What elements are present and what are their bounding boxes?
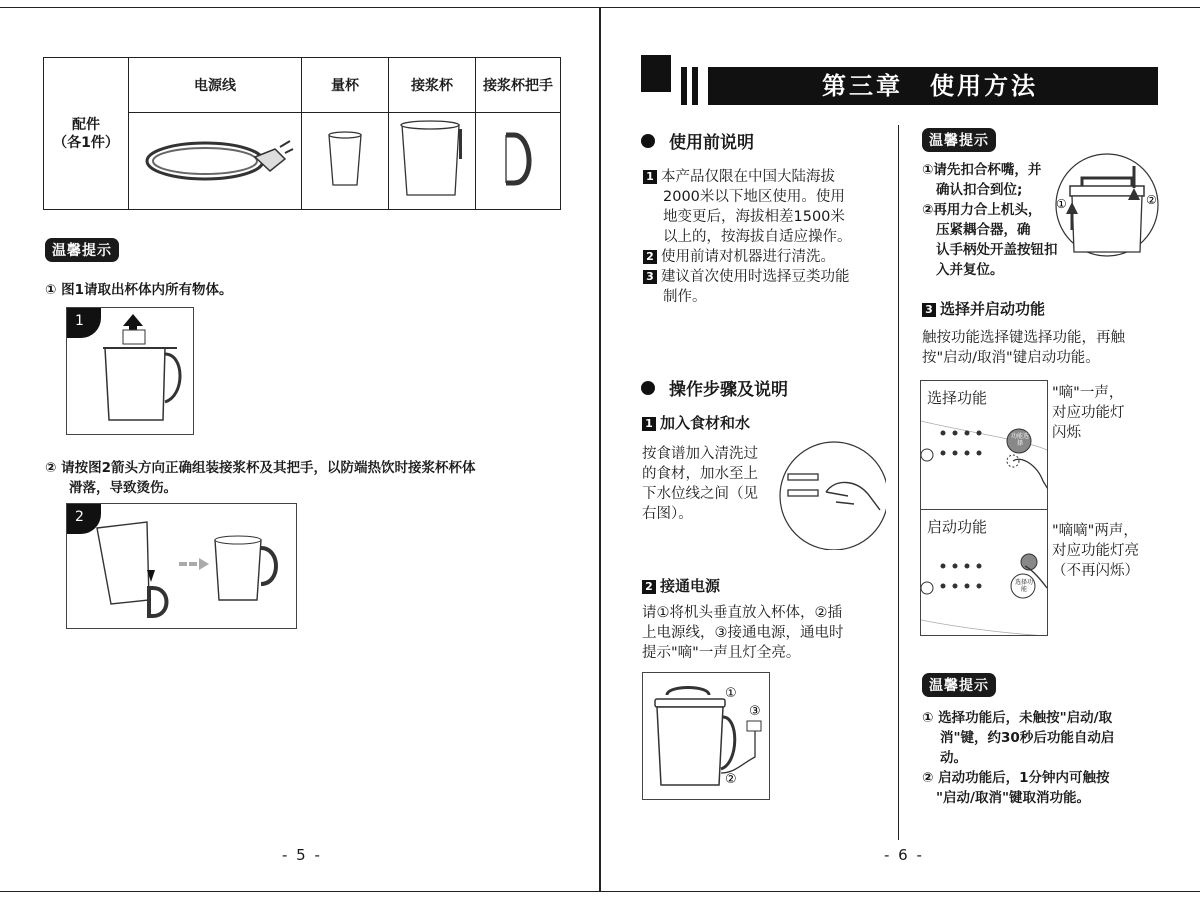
figure-2-number: 2 (67, 504, 101, 534)
page-number-left: - 5 - (282, 846, 322, 864)
tips-top-text: ①请先扣合杯嘴，并 确认扣合到位; ②再用力合上机头， 压紧耦合器，确 认手柄处开盖按钮扣 入并复位。 (922, 162, 1058, 278)
control-panel-start-icon (921, 510, 1048, 636)
chapter-bar-1 (681, 67, 687, 105)
figure-1 (66, 307, 194, 435)
bullet-dot-icon (641, 381, 655, 395)
tips-bottom-text: ① 选择功能后，未触按"启动/取 消"键，约30秒后功能自动启 动。 ② 启动功能后，1分钟内可触按 "启动/取消"键取消功能。 (922, 710, 1115, 806)
kettle-plug-icon (643, 673, 769, 799)
header-pulp-cup: 接浆杯 (389, 58, 476, 113)
cup-handle-icon (498, 129, 538, 189)
step-3-title: 3 选择并启动功能 (922, 298, 1045, 319)
pre-use-item-3: 3 建议首次使用时选择豆类功能 制作。 (643, 267, 888, 307)
accessories-table (43, 57, 561, 210)
header-cup-handle: 接浆杯把手 (476, 58, 561, 113)
lid-closing-icon (1052, 152, 1162, 258)
left-tip-badge: 温馨提示 (45, 238, 119, 262)
panel-start-label: 启动功能 (927, 518, 988, 536)
chapter-block-decoration (641, 55, 671, 92)
marker-1: ① (725, 686, 737, 701)
accessories-row-label: 配件 （各1件） (44, 58, 129, 210)
marker-3: ③ (749, 704, 761, 719)
step-1-title: 1 加入食材和水 (642, 412, 750, 433)
marker-2: ② (725, 772, 737, 787)
measuring-cup-icon (325, 129, 365, 189)
panel-select-label: 选择功能 (927, 389, 988, 407)
right-tip-badge-bottom: 温馨提示 (922, 673, 996, 697)
panel-start-function (920, 509, 1048, 636)
panel-start-button: 选择功能 (1015, 579, 1034, 593)
page-number-right: - 6 - (884, 846, 924, 864)
header-power-cord: 电源线 (129, 58, 302, 113)
power-cord-icon (135, 119, 295, 199)
step-3-text: 触按功能选择键选择功能，再触 按"启动/取消"键启动功能。 (922, 330, 1125, 366)
chapter-bar-2 (692, 67, 698, 105)
panel-select-note: "嘀"一声， 对应功能灯 闪烁 (1052, 385, 1125, 441)
pre-use-item-2: 2 使用前请对机器进行清洗。 (643, 247, 888, 267)
panel-select-button: 功能选择 (1011, 433, 1030, 447)
header-measuring-cup: 量杯 (302, 58, 389, 113)
right-tip-badge-top: 温馨提示 (922, 128, 996, 152)
handle-assembly-icon (67, 504, 296, 628)
column-divider (898, 125, 899, 840)
figure-power-connect (642, 672, 770, 800)
panel-start-note: "嘀嘀"两声， 对应功能灯亮 （不再闪烁） (1052, 523, 1139, 579)
tip-2-text: ② 请按图2箭头方向正确组装接浆杯及其把手，以防端热饮时接浆杯杯体 滑落，导致烫伤。 (45, 460, 476, 496)
pre-use-title: 使用前说明 (641, 128, 754, 153)
lid-marker-1: ① (1056, 197, 1067, 211)
pulp-cup-illustration (389, 113, 476, 210)
tip-1-text: ① 图1请取出杯体内所有物体。 (45, 282, 233, 298)
pulp-cup-icon (397, 119, 467, 199)
panel-select-function (920, 380, 1048, 510)
pre-use-item-1: 1 本产品仅限在中国大陆海拔 2000米以下地区使用。使用 地变更后，海拔相差1500米 以上的，按海拔自适应操作。 (643, 167, 888, 247)
figure-2 (66, 503, 297, 629)
step-2-text: 请①将机头垂直放入杯体，②插 上电源线，③接通电源，通电时 提示"嘀"一声且灯全亮。 (642, 605, 844, 661)
kettle-remove-icon (67, 308, 193, 434)
figure-1-number: 1 (67, 308, 101, 338)
lid-marker-2: ② (1146, 193, 1157, 207)
bullet-dot-icon (641, 134, 655, 148)
step-2-title: 2 接通电源 (642, 575, 720, 596)
measuring-cup-illustration (302, 113, 389, 210)
cup-handle-illustration (476, 113, 561, 210)
chapter-title: 第三章 使用方法 (708, 67, 1158, 105)
power-cord-illustration (129, 113, 302, 210)
step-1-text: 按食谱加入清洗过 的食材，加水至上 下水位线之间（见 右图）。 (642, 446, 758, 522)
pre-use-list (643, 167, 888, 307)
water-level-icon (776, 440, 886, 550)
operation-title: 操作步骤及说明 (641, 375, 788, 400)
